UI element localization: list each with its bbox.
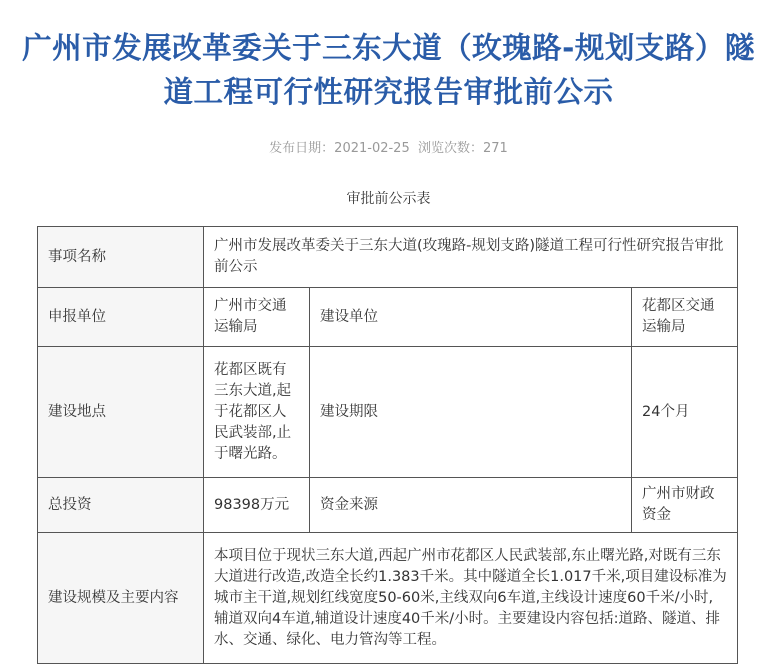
table-caption: 审批前公示表 xyxy=(346,191,431,207)
applicant-value: 广州市交通运输局 xyxy=(204,288,310,347)
investment-value: 98398万元 xyxy=(204,478,310,533)
page-title: 广州市发展改革委关于三东大道（玫瑰路-规划支路）隧道工程可行性研究报告审批前公示 xyxy=(22,31,755,109)
builder-value: 花都区交通运输局 xyxy=(632,288,738,347)
scope-value: 本项目位于现状三东大道,西起广州市花都区人民武装部,东止曙光路,对既有三东大道进行改造,改造全长约1.383千米。其中隧道全长1.017千米,项目建设标准为城市主干道,规划红线宽度50-60米,主线双向6车道,主线设计速度60千米/小时,辅道双向4车道,辅道设计速度40千米/小时。主要建设内容包括:道路、隧道、排水、交通、绿化、电力管沟等工程。 xyxy=(204,533,738,664)
approval-table xyxy=(37,226,738,664)
table-row xyxy=(38,288,738,347)
period-value: 24个月 xyxy=(632,347,738,478)
funding-label: 资金来源 xyxy=(310,478,632,533)
table-row xyxy=(38,227,738,288)
table-row xyxy=(38,347,738,478)
location-label: 建设地点 xyxy=(38,347,204,478)
location-value: 花都区既有三东大道,起于花都区人民武装部,止于曙光路。 xyxy=(204,347,310,478)
item-name-label: 事项名称 xyxy=(38,227,204,288)
scope-label: 建设规模及主要内容 xyxy=(38,533,204,664)
funding-value: 广州市财政资金 xyxy=(632,478,738,533)
period-label: 建设期限 xyxy=(310,347,632,478)
item-name-value: 广州市发展改革委关于三东大道(玫瑰路-规划支路)隧道工程可行性研究报告审批前公示 xyxy=(204,227,738,288)
applicant-label: 申报单位 xyxy=(38,288,204,347)
builder-label: 建设单位 xyxy=(310,288,632,347)
table-row xyxy=(38,478,738,533)
table-row xyxy=(38,533,738,664)
investment-label: 总投资 xyxy=(38,478,204,533)
publish-meta: 发布日期：2021-02-25 浏览次数：271 xyxy=(269,141,508,156)
